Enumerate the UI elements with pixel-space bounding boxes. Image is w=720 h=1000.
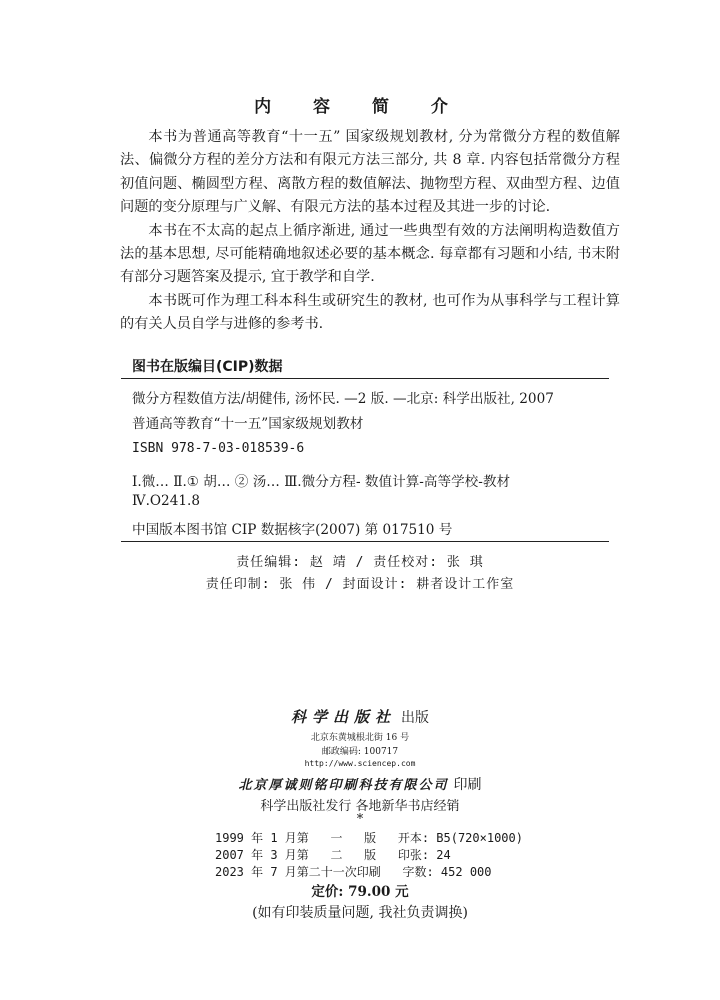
cip-top-rule [121,378,609,379]
staff-line-editors: 责任编辑: 赵 靖 / 责任校对: 张 琪 [236,555,484,570]
cip-heading: 图书在版编目(CIP)数据 [132,359,283,375]
printer-name: 北京厚诚则铭印刷科技有限公司 [238,778,449,793]
intro-paragraph-2: 本书在不太高的起点上循序渐进, 通过一些典型有效的方法阐明构造数值方法的基本思想, 尽可能精确地叙述必要的基本概念. 每章都有习题和小结, 书末附有部分习题答案及提示, 宜于教学和自学. [120,222,620,286]
staff-line-production: 责任印制: 张 伟 / 封面设计: 耕者设计工作室 [205,577,515,592]
publisher-role: 出版 [401,710,430,726]
cip-series-line: 普通高等教育“十一五”国家级规划教材 [132,416,364,432]
cip-bottom-rule [121,541,609,542]
intro-section [120,126,620,337]
page-title: 内 容 简 介 [254,97,466,117]
edition-line-3: 2023 年 7 月第二十一次印刷 字数: 452 000 [215,865,492,879]
publisher-name: 科学出版社 [290,708,396,726]
price: 定价: 79.00 元 [311,884,409,900]
publisher-address: 北京东黄城根北街 16 号 [310,733,410,743]
printer-role: 印刷 [453,777,482,793]
intro-paragraph-1: 本书为普通高等教育“十一五” 国家级规划教材, 分为常微分方程的数值解法、偏微分方程的差分方法和有限元方法三部分, 共 8 章. 内容包括常微分方程初值问题、椭圆型方程、离散方程的数值解法、抛物型方程、双曲型方程、边值问题的变分原理与广义解、有限元方法的基本过程及其进一步的讨论. [120,129,620,216]
quality-note: (如有印装质量问题, 我社负责调换) [252,905,468,921]
cip-book-line: 微分方程数值方法/胡健伟, 汤怀民. —2 版. —北京: 科学出版社, 2007 [132,391,554,407]
cip-isbn: ISBN 978-7-03-018539-6 [132,441,305,456]
printer-line [0,774,720,794]
cip-record-number: 中国版本图书馆 CIP 数据核字(2007) 第 017510 号 [132,522,453,538]
cip-classification: Ⅳ.O241.8 [132,493,200,509]
publisher-postcode: 邮政编码: 100717 [321,747,399,757]
cip-subjects: I.微… Ⅱ.① 胡… ② 汤… Ⅲ.微分方程- 数值计算-高等学校-教材 [132,474,511,490]
separator-star: * [356,812,364,827]
edition-line-2: 2007 年 3 月第 二 版 印张: 24 [215,848,451,862]
edition-line-1: 1999 年 1 月第 一 版 开本: B5(720×1000) [215,831,523,845]
publisher-line [0,706,720,727]
distribution-line: 科学出版社发行 各地新华书店经销 [260,799,460,814]
intro-paragraph-3: 本书既可作为理工科本科生或研究生的教材, 也可作为从事科学与工程计算的有关人员自学与进修的参考书. [120,292,620,333]
publisher-url: http://www.sciencep.com [304,759,416,768]
